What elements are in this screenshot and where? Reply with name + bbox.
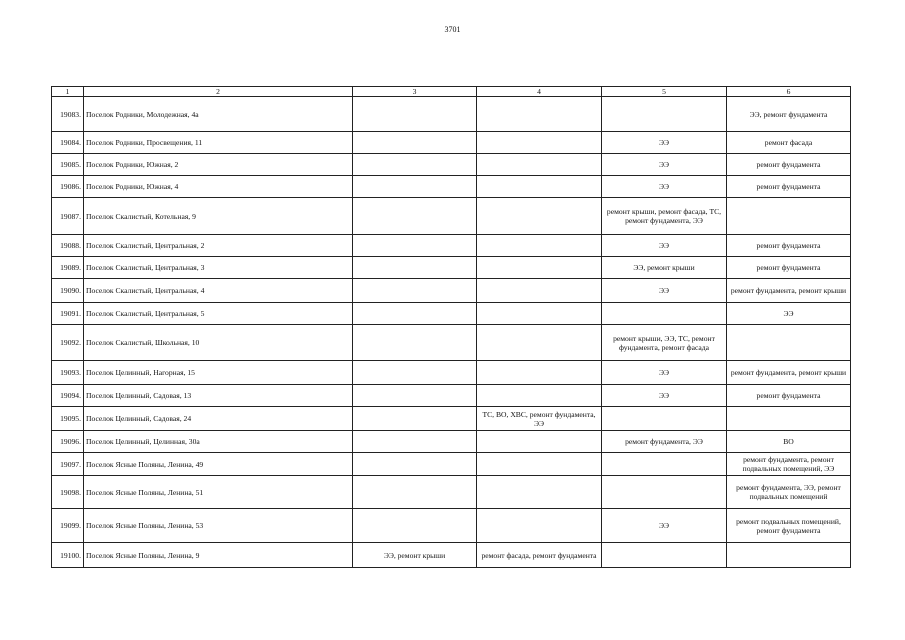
table-row — [52, 476, 851, 509]
col6-cell: ЭЭ, ремонт фундамента — [727, 97, 851, 132]
column-header: 6 — [727, 87, 851, 97]
col5-cell: ремонт крыши, ремонт фасада, ТС, ремонт фундамента, ЭЭ — [602, 198, 727, 235]
col3-cell — [353, 198, 477, 235]
row-number: 19091. — [52, 303, 84, 325]
row-number: 19092. — [52, 325, 84, 361]
address-cell: Поселок Скалистый, Школьная, 10 — [84, 325, 353, 361]
address-cell: Поселок Ясные Поляны, Ленина, 51 — [84, 476, 353, 509]
col6-cell: ремонт фундамента — [727, 257, 851, 279]
col6-cell: ремонт фундамента, ремонт подвальных помещений, ЭЭ — [727, 453, 851, 476]
col3-cell — [353, 176, 477, 198]
col5-cell: ЭЭ — [602, 176, 727, 198]
address-cell: Поселок Целинный, Целинная, 30а — [84, 431, 353, 453]
table-row — [52, 132, 851, 154]
col3-cell — [353, 453, 477, 476]
row-number: 19083. — [52, 97, 84, 132]
col4-cell — [477, 257, 602, 279]
row-number: 19086. — [52, 176, 84, 198]
col6-cell: ВО — [727, 431, 851, 453]
col5-cell: ЭЭ, ремонт крыши — [602, 257, 727, 279]
col3-cell — [353, 132, 477, 154]
row-number: 19094. — [52, 385, 84, 407]
col4-cell — [477, 325, 602, 361]
col3-cell — [353, 407, 477, 431]
address-cell: Поселок Ясные Поляны, Ленина, 9 — [84, 543, 353, 568]
col5-cell — [602, 97, 727, 132]
table-row — [52, 325, 851, 361]
table-row — [52, 303, 851, 325]
col3-cell: ЭЭ, ремонт крыши — [353, 543, 477, 568]
col5-cell — [602, 543, 727, 568]
col5-cell: ЭЭ — [602, 509, 727, 543]
col3-cell — [353, 303, 477, 325]
row-number: 19084. — [52, 132, 84, 154]
col5-cell: ЭЭ — [602, 279, 727, 303]
col6-cell: ремонт фундамента, ремонт крыши — [727, 361, 851, 385]
column-header: 1 — [52, 87, 84, 97]
col6-cell: ремонт фасада — [727, 132, 851, 154]
row-number: 19088. — [52, 235, 84, 257]
col6-cell: ремонт фундамента — [727, 235, 851, 257]
col6-cell: ремонт фундамента, ремонт крыши — [727, 279, 851, 303]
address-cell: Поселок Родники, Южная, 4 — [84, 176, 353, 198]
col5-cell — [602, 407, 727, 431]
row-number: 19090. — [52, 279, 84, 303]
col6-cell: ЭЭ — [727, 303, 851, 325]
col5-cell: ЭЭ — [602, 132, 727, 154]
row-number: 19099. — [52, 509, 84, 543]
address-cell: Поселок Скалистый, Котельная, 9 — [84, 198, 353, 235]
col4-cell — [477, 509, 602, 543]
col5-cell: ремонт фундамента, ЭЭ — [602, 431, 727, 453]
column-header: 3 — [353, 87, 477, 97]
col6-cell: ремонт подвальных помещений, ремонт фундамента — [727, 509, 851, 543]
row-number: 19087. — [52, 198, 84, 235]
table-row — [52, 407, 851, 431]
col4-cell — [477, 176, 602, 198]
table-row — [52, 154, 851, 176]
col3-cell — [353, 325, 477, 361]
row-number: 19085. — [52, 154, 84, 176]
col6-cell: ремонт фундамента, ЭЭ, ремонт подвальных помещений — [727, 476, 851, 509]
col4-cell — [477, 97, 602, 132]
col3-cell — [353, 97, 477, 132]
column-header: 4 — [477, 87, 602, 97]
col3-cell — [353, 235, 477, 257]
col4-cell — [477, 279, 602, 303]
table-row — [52, 198, 851, 235]
col4-cell — [477, 132, 602, 154]
col4-cell — [477, 431, 602, 453]
col4-cell — [477, 235, 602, 257]
table-row — [52, 361, 851, 385]
address-cell: Поселок Целинный, Садовая, 24 — [84, 407, 353, 431]
col5-cell — [602, 476, 727, 509]
address-cell: Поселок Целинный, Нагорная, 15 — [84, 361, 353, 385]
row-number: 19096. — [52, 431, 84, 453]
table-header-row — [52, 87, 851, 97]
col6-cell: ремонт фундамента — [727, 385, 851, 407]
col4-cell — [477, 303, 602, 325]
col5-cell — [602, 453, 727, 476]
table-row — [52, 543, 851, 568]
col5-cell: ЭЭ — [602, 361, 727, 385]
row-number: 19095. — [52, 407, 84, 431]
col3-cell — [353, 431, 477, 453]
col4-cell — [477, 361, 602, 385]
col5-cell: ЭЭ — [602, 385, 727, 407]
table-row — [52, 176, 851, 198]
table-row — [52, 431, 851, 453]
col5-cell: ремонт крыши, ЭЭ, ТС, ремонт фундамента, ремонт фасада — [602, 325, 727, 361]
address-cell: Поселок Ясные Поляны, Ленина, 53 — [84, 509, 353, 543]
row-number: 19089. — [52, 257, 84, 279]
col6-cell — [727, 198, 851, 235]
col6-cell — [727, 407, 851, 431]
address-cell: Поселок Целинный, Садовая, 13 — [84, 385, 353, 407]
col3-cell — [353, 476, 477, 509]
col4-cell — [477, 198, 602, 235]
table-row — [52, 509, 851, 543]
col6-cell — [727, 325, 851, 361]
address-cell: Поселок Скалистый, Центральная, 5 — [84, 303, 353, 325]
table-row — [52, 279, 851, 303]
col3-cell — [353, 279, 477, 303]
row-number: 19098. — [52, 476, 84, 509]
row-number: 19093. — [52, 361, 84, 385]
row-number: 19097. — [52, 453, 84, 476]
column-header: 2 — [84, 87, 353, 97]
col4-cell — [477, 453, 602, 476]
col4-cell: ремонт фасада, ремонт фундамента — [477, 543, 602, 568]
page-number: 3701 — [444, 25, 461, 34]
data-table — [51, 86, 851, 568]
col3-cell — [353, 385, 477, 407]
col3-cell — [353, 257, 477, 279]
col5-cell: ЭЭ — [602, 154, 727, 176]
table-row — [52, 97, 851, 132]
table-row — [52, 257, 851, 279]
address-cell: Поселок Скалистый, Центральная, 2 — [84, 235, 353, 257]
col3-cell — [353, 509, 477, 543]
row-number: 19100. — [52, 543, 84, 568]
address-cell: Поселок Ясные Поляны, Ленина, 49 — [84, 453, 353, 476]
col6-cell: ремонт фундамента — [727, 176, 851, 198]
address-cell: Поселок Родники, Молодежная, 4а — [84, 97, 353, 132]
col5-cell — [602, 303, 727, 325]
col4-cell: ТС, ВО, ХВС, ремонт фундамента, ЭЭ — [477, 407, 602, 431]
address-cell: Поселок Скалистый, Центральная, 4 — [84, 279, 353, 303]
col5-cell: ЭЭ — [602, 235, 727, 257]
col3-cell — [353, 361, 477, 385]
col4-cell — [477, 476, 602, 509]
col4-cell — [477, 154, 602, 176]
col6-cell: ремонт фундамента — [727, 154, 851, 176]
column-header: 5 — [602, 87, 727, 97]
address-cell: Поселок Родники, Просвещения, 11 — [84, 132, 353, 154]
col6-cell — [727, 543, 851, 568]
address-cell: Поселок Скалистый, Центральная, 3 — [84, 257, 353, 279]
col4-cell — [477, 385, 602, 407]
address-cell: Поселок Родники, Южная, 2 — [84, 154, 353, 176]
table-row — [52, 453, 851, 476]
table-row — [52, 235, 851, 257]
col3-cell — [353, 154, 477, 176]
table-row — [52, 385, 851, 407]
